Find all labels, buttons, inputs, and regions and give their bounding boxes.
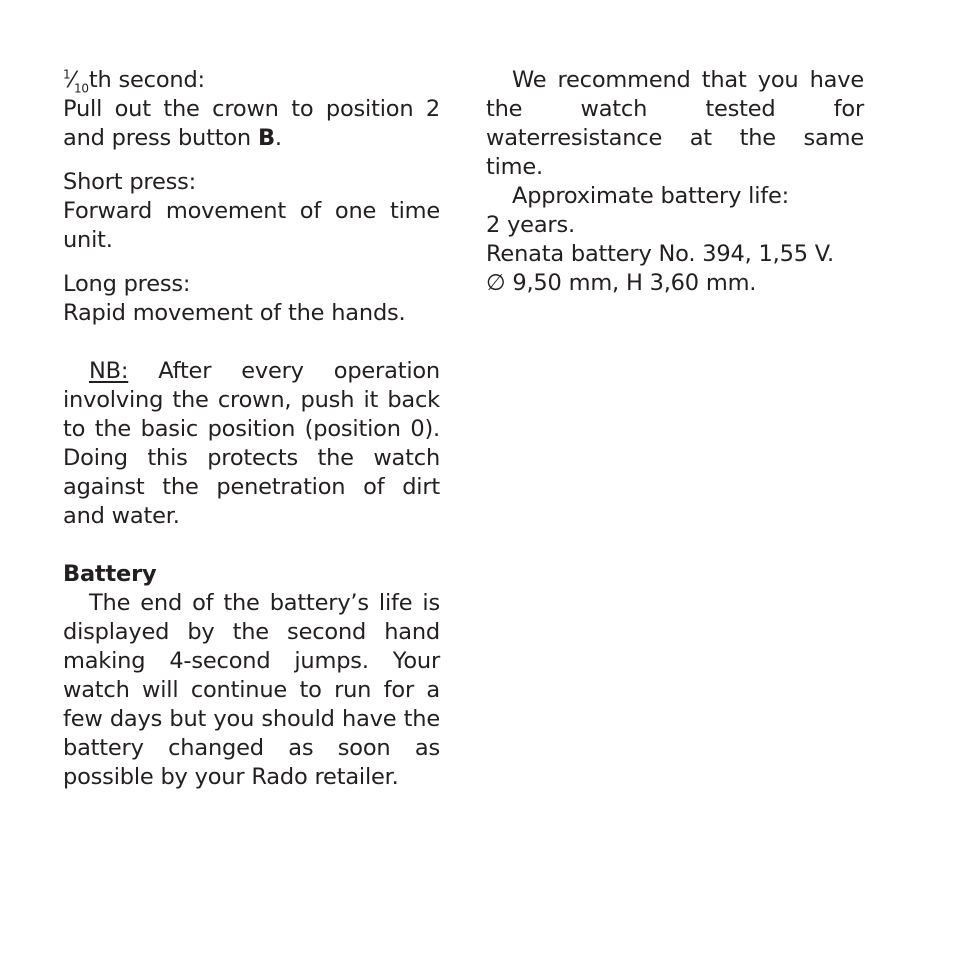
tenth-second-text: Pull out the crown to position 2 and press button B. — [63, 96, 440, 151]
battery-life-label: Approximate battery life: — [512, 183, 789, 209]
one-tenth-fraction: $^1⁄_{10}$ — [63, 67, 89, 96]
long-press-label: Long press: — [63, 271, 191, 297]
battery-paragraph: The end of the battery’s life is displayed by the second hand making 4-second jumps. Your watch will continue to run for a few days but you should have the battery changed as soon as possible by your Rado retailer. — [63, 590, 440, 790]
right-column — [486, 66, 864, 298]
long-press-text: Rapid movement of the hands. — [63, 300, 406, 326]
battery-model: Renata battery No. 394, 1,55 V. — [486, 241, 834, 267]
nb-text: After every operation involving the crown, push it back to the basic position (position 0). Doing this protects the watch against the penetration of dirt and water. — [63, 358, 440, 529]
short-press-text: Forward movement of one time unit. — [63, 198, 440, 253]
left-column — [63, 66, 440, 792]
battery-heading: Battery — [63, 561, 157, 587]
battery-dimensions: ∅ 9,50 mm, H 3,60 mm. — [486, 270, 757, 296]
battery-life-value: 2 years. — [486, 212, 575, 238]
nb-label: NB: — [89, 358, 129, 384]
waterresistance-recommendation: We recommend that you have the watch tested for waterresistance at the same time. — [486, 67, 864, 180]
tenth-second-label: $^1⁄_{10}th$ second: — [63, 67, 205, 96]
button-b-label: B — [257, 125, 275, 151]
short-press-label: Short press: — [63, 169, 197, 195]
nb-paragraph — [63, 357, 440, 531]
